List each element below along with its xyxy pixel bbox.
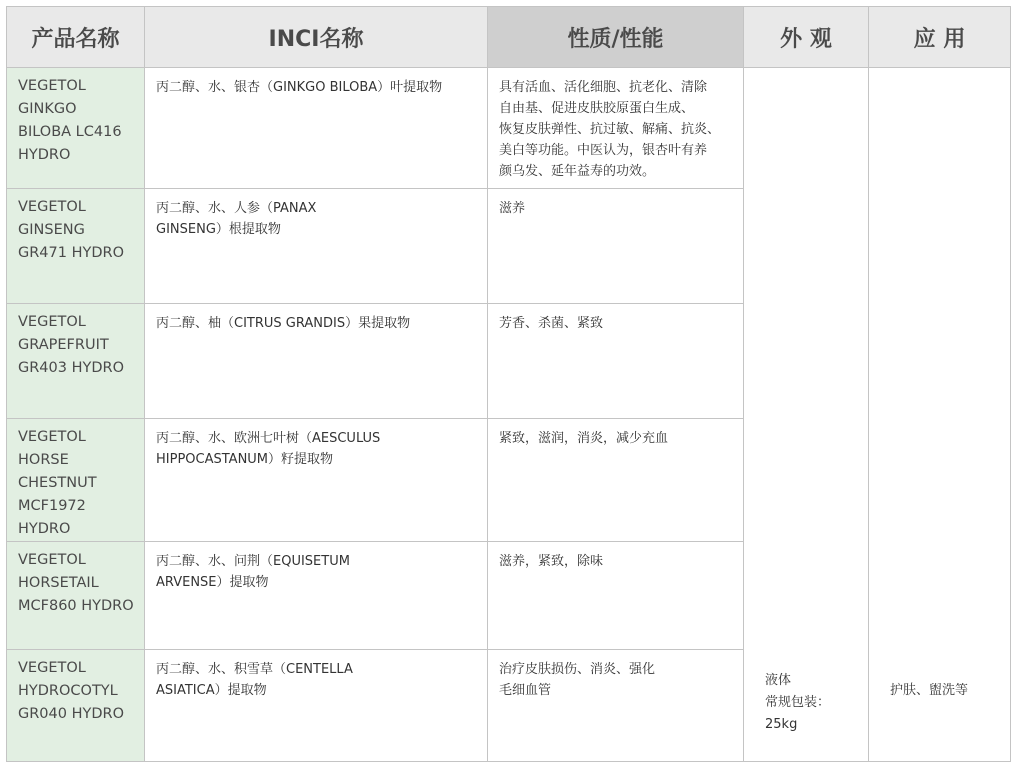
inci-line: 丙二醇、水、问荆（EQUISETUM xyxy=(156,554,350,569)
property-line: 滋养 xyxy=(499,201,526,216)
product-line: VEGETOL xyxy=(18,552,86,568)
product-line: HORSETAIL xyxy=(18,575,99,591)
product-line: VEGETOL xyxy=(18,660,86,676)
property-line: 具有活血、活化细胞、抗老化、清除 xyxy=(499,80,708,95)
application-line: 护肤、盥洗等 xyxy=(890,683,969,698)
inci-name-cell xyxy=(145,68,488,189)
product-line: HYDRO xyxy=(18,147,71,163)
product-line: GINKGO xyxy=(18,101,77,117)
product-line: MCF1972 xyxy=(18,498,86,514)
product-line: VEGETOL xyxy=(18,199,86,215)
property-cell xyxy=(488,542,744,650)
property-line: 美白等功能。中医认为，银杏叶有养 xyxy=(499,143,708,158)
product-line: GRAPEFRUIT xyxy=(18,337,109,353)
inci-name-cell xyxy=(145,419,488,542)
property-cell xyxy=(488,68,744,189)
property-line: 滋养，紧致，除味 xyxy=(499,554,604,569)
header-property: 性质/性能 xyxy=(488,7,744,68)
property-line: 恢复皮肤弹性、抗过敏、解痛、抗炎、 xyxy=(499,122,721,137)
property-cell xyxy=(488,189,744,304)
inci-line: 丙二醇、水、积雪草（CENTELLA xyxy=(156,662,353,677)
property-cell xyxy=(488,650,744,762)
header-appearance: 外 观 xyxy=(744,7,869,68)
product-line: BILOBA LC416 xyxy=(18,124,122,140)
product-line: CHESTNUT xyxy=(18,475,97,491)
product-line: HYDRO xyxy=(18,521,71,537)
property-line: 毛细血管 xyxy=(499,683,552,698)
inci-name-cell xyxy=(145,650,488,762)
product-line: VEGETOL HORSE xyxy=(18,429,86,468)
table-row xyxy=(7,68,1011,189)
inci-name-cell xyxy=(145,304,488,419)
product-line: MCF860 HYDRO xyxy=(18,598,134,614)
product-name-cell xyxy=(7,650,145,762)
inci-line: 丙二醇、水、银杏（GINKGO BILOBA）叶提取物 xyxy=(156,80,443,95)
appearance-line: 液体 xyxy=(765,673,792,688)
inci-name-cell xyxy=(145,542,488,650)
product-line: GR040 HYDRO xyxy=(18,706,125,722)
header-application: 应 用 xyxy=(869,7,1011,68)
application-cell xyxy=(869,68,1011,762)
product-name-cell xyxy=(7,189,145,304)
product-line: VEGETOL xyxy=(18,78,86,94)
product-name-cell xyxy=(7,68,145,189)
property-cell xyxy=(488,419,744,542)
inci-line: 丙二醇、柚（CITRUS GRANDIS）果提取物 xyxy=(156,316,411,331)
appearance-cell xyxy=(744,68,869,762)
inci-name-cell xyxy=(145,189,488,304)
inci-line: 丙二醇、水、人参（PANAX xyxy=(156,201,317,216)
product-line: GINSENG xyxy=(18,222,85,238)
product-name-cell xyxy=(7,304,145,419)
product-line: HYDROCOTYL xyxy=(18,683,118,699)
product-line: VEGETOL xyxy=(18,314,86,330)
header-row xyxy=(7,7,1011,68)
inci-line: HIPPOCASTANUM）籽提取物 xyxy=(156,452,334,467)
product-table xyxy=(6,6,1011,762)
product-line: GR471 HYDRO xyxy=(18,245,125,261)
inci-line: 丙二醇、水、欧洲七叶树（AESCULUS xyxy=(156,431,381,446)
product-name-cell xyxy=(7,419,145,542)
property-line: 芳香、杀菌、紧致 xyxy=(499,316,604,331)
property-cell xyxy=(488,304,744,419)
header-inci-name: INCI名称 xyxy=(145,7,488,68)
inci-line: ARVENSE）提取物 xyxy=(156,575,269,590)
product-name-cell xyxy=(7,542,145,650)
inci-line: GINSENG）根提取物 xyxy=(156,222,281,237)
product-line: GR403 HYDRO xyxy=(18,360,125,376)
property-line: 自由基、促进皮肤胶原蛋白生成、 xyxy=(499,101,695,116)
property-line: 紧致，滋润，消炎，减少充血 xyxy=(499,431,669,446)
header-product-name: 产品名称 xyxy=(7,7,145,68)
property-line: 治疗皮肤损伤、消炎、强化 xyxy=(499,662,656,677)
inci-line: ASIATICA）提取物 xyxy=(156,683,267,698)
appearance-line: 常规包装：25kg xyxy=(765,695,831,732)
property-line: 颜乌发、延年益寿的功效。 xyxy=(499,164,656,179)
